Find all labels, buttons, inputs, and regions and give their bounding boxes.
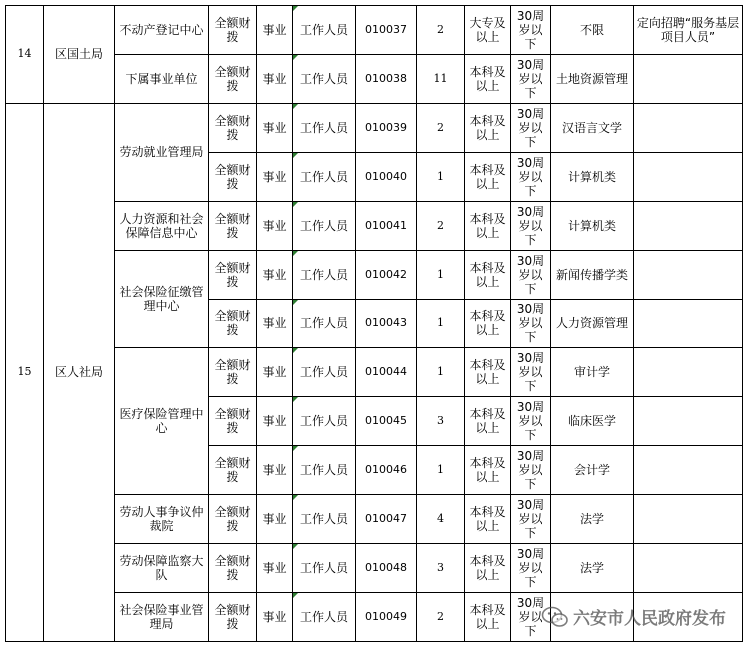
table-row bbox=[6, 250, 743, 299]
funding-cell: 全额财拨 bbox=[209, 299, 257, 348]
note-cell bbox=[634, 593, 743, 642]
category-cell: 工作人员 bbox=[293, 348, 356, 397]
department-cell: 区国土局 bbox=[44, 6, 115, 104]
education-cell: 本科及以上 bbox=[465, 299, 511, 348]
age-cell: 30周岁以下 bbox=[511, 103, 551, 152]
headcount-cell: 2 bbox=[417, 201, 465, 250]
note-cell bbox=[634, 397, 743, 446]
note-cell bbox=[634, 103, 743, 152]
nature-cell: 事业 bbox=[257, 152, 293, 201]
category-cell: 工作人员 bbox=[293, 250, 356, 299]
major-cell: 审计学 bbox=[551, 348, 634, 397]
age-cell: 30周岁以下 bbox=[511, 544, 551, 593]
note-cell bbox=[634, 299, 743, 348]
category-cell: 工作人员 bbox=[293, 397, 356, 446]
headcount-cell: 11 bbox=[417, 54, 465, 103]
table-row bbox=[6, 495, 743, 544]
headcount-cell: 3 bbox=[417, 397, 465, 446]
education-cell: 大专及以上 bbox=[465, 6, 511, 55]
major-cell: 会计学 bbox=[551, 446, 634, 495]
position-code-cell: 010049 bbox=[356, 593, 417, 642]
note-cell bbox=[634, 152, 743, 201]
funding-cell: 全额财拨 bbox=[209, 103, 257, 152]
nature-cell: 事业 bbox=[257, 103, 293, 152]
unit-cell: 下属事业单位 bbox=[115, 54, 209, 103]
nature-cell: 事业 bbox=[257, 544, 293, 593]
position-code-cell: 010043 bbox=[356, 299, 417, 348]
nature-cell: 事业 bbox=[257, 593, 293, 642]
nature-cell: 事业 bbox=[257, 250, 293, 299]
recruitment-table bbox=[5, 5, 743, 642]
funding-cell: 全额财拨 bbox=[209, 544, 257, 593]
headcount-cell: 1 bbox=[417, 299, 465, 348]
funding-cell: 全额财拨 bbox=[209, 201, 257, 250]
age-cell: 30周岁以下 bbox=[511, 250, 551, 299]
age-cell: 30周岁以下 bbox=[511, 348, 551, 397]
position-code-cell: 010047 bbox=[356, 495, 417, 544]
funding-cell: 全额财拨 bbox=[209, 6, 257, 55]
headcount-cell: 1 bbox=[417, 348, 465, 397]
major-cell: 计算机类 bbox=[551, 152, 634, 201]
note-cell bbox=[634, 54, 743, 103]
nature-cell: 事业 bbox=[257, 6, 293, 55]
unit-cell: 劳动人事争议仲裁院 bbox=[115, 495, 209, 544]
age-cell: 30周岁以下 bbox=[511, 446, 551, 495]
unit-cell: 社会保险事业管理局 bbox=[115, 593, 209, 642]
education-cell: 本科及以上 bbox=[465, 250, 511, 299]
funding-cell: 全额财拨 bbox=[209, 495, 257, 544]
education-cell: 本科及以上 bbox=[465, 103, 511, 152]
position-code-cell: 010042 bbox=[356, 250, 417, 299]
note-cell bbox=[634, 495, 743, 544]
category-cell: 工作人员 bbox=[293, 299, 356, 348]
category-cell: 工作人员 bbox=[293, 103, 356, 152]
education-cell: 本科及以上 bbox=[465, 446, 511, 495]
funding-cell: 全额财拨 bbox=[209, 397, 257, 446]
age-cell: 30周岁以下 bbox=[511, 152, 551, 201]
headcount-cell: 3 bbox=[417, 544, 465, 593]
unit-cell: 劳动保障监察大队 bbox=[115, 544, 209, 593]
education-cell: 本科及以上 bbox=[465, 152, 511, 201]
category-cell: 工作人员 bbox=[293, 6, 356, 55]
nature-cell: 事业 bbox=[257, 201, 293, 250]
table-row bbox=[6, 6, 743, 55]
funding-cell: 全额财拨 bbox=[209, 593, 257, 642]
funding-cell: 全额财拨 bbox=[209, 446, 257, 495]
table-row bbox=[6, 544, 743, 593]
funding-cell: 全额财拨 bbox=[209, 250, 257, 299]
note-cell bbox=[634, 544, 743, 593]
headcount-cell: 2 bbox=[417, 103, 465, 152]
major-cell: 汉语言文学 bbox=[551, 103, 634, 152]
headcount-cell: 1 bbox=[417, 250, 465, 299]
headcount-cell: 1 bbox=[417, 446, 465, 495]
major-cell: 临床医学 bbox=[551, 397, 634, 446]
unit-cell: 医疗保险管理中心 bbox=[115, 348, 209, 495]
nature-cell: 事业 bbox=[257, 299, 293, 348]
position-code-cell: 010039 bbox=[356, 103, 417, 152]
table-row bbox=[6, 54, 743, 103]
funding-cell: 全额财拨 bbox=[209, 348, 257, 397]
major-cell: 法学 bbox=[551, 495, 634, 544]
education-cell: 本科及以上 bbox=[465, 544, 511, 593]
education-cell: 本科及以上 bbox=[465, 54, 511, 103]
position-code-cell: 010041 bbox=[356, 201, 417, 250]
group-number: 14 bbox=[6, 6, 44, 104]
table-row bbox=[6, 103, 743, 152]
position-code-cell: 010040 bbox=[356, 152, 417, 201]
category-cell: 工作人员 bbox=[293, 495, 356, 544]
major-cell: 法学 bbox=[551, 544, 634, 593]
education-cell: 本科及以上 bbox=[465, 201, 511, 250]
headcount-cell: 4 bbox=[417, 495, 465, 544]
position-code-cell: 010048 bbox=[356, 544, 417, 593]
category-cell: 工作人员 bbox=[293, 593, 356, 642]
nature-cell: 事业 bbox=[257, 495, 293, 544]
note-cell: 定向招聘“服务基层项目人员” bbox=[634, 6, 743, 55]
category-cell: 工作人员 bbox=[293, 544, 356, 593]
unit-cell: 人力资源和社会保障信息中心 bbox=[115, 201, 209, 250]
funding-cell: 全额财拨 bbox=[209, 54, 257, 103]
age-cell: 30周岁以下 bbox=[511, 495, 551, 544]
note-cell bbox=[634, 348, 743, 397]
note-cell bbox=[634, 250, 743, 299]
age-cell: 30周岁以下 bbox=[511, 299, 551, 348]
position-code-cell: 010037 bbox=[356, 6, 417, 55]
headcount-cell: 1 bbox=[417, 152, 465, 201]
major-cell: 人力资源管理 bbox=[551, 299, 634, 348]
note-cell bbox=[634, 201, 743, 250]
age-cell: 30周岁以下 bbox=[511, 593, 551, 642]
age-cell: 30周岁以下 bbox=[511, 6, 551, 55]
position-code-cell: 010044 bbox=[356, 348, 417, 397]
department-cell: 区人社局 bbox=[44, 103, 115, 641]
age-cell: 30周岁以下 bbox=[511, 397, 551, 446]
watermark-text: 六安市人民政府发布 bbox=[573, 609, 726, 629]
position-code-cell: 010045 bbox=[356, 397, 417, 446]
nature-cell: 事业 bbox=[257, 397, 293, 446]
category-cell: 工作人员 bbox=[293, 201, 356, 250]
major-cell: 土地资源管理 bbox=[551, 54, 634, 103]
major-cell: 新闻传播学类 bbox=[551, 250, 634, 299]
headcount-cell: 2 bbox=[417, 593, 465, 642]
unit-cell: 不动产登记中心 bbox=[115, 6, 209, 55]
funding-cell: 全额财拨 bbox=[209, 152, 257, 201]
age-cell: 30周岁以下 bbox=[511, 54, 551, 103]
education-cell: 本科及以上 bbox=[465, 397, 511, 446]
nature-cell: 事业 bbox=[257, 348, 293, 397]
category-cell: 工作人员 bbox=[293, 152, 356, 201]
major-cell bbox=[551, 593, 634, 642]
nature-cell: 事业 bbox=[257, 446, 293, 495]
position-code-cell: 010046 bbox=[356, 446, 417, 495]
note-cell bbox=[634, 446, 743, 495]
education-cell: 本科及以上 bbox=[465, 495, 511, 544]
major-cell: 计算机类 bbox=[551, 201, 634, 250]
headcount-cell: 2 bbox=[417, 6, 465, 55]
table-row bbox=[6, 593, 743, 642]
education-cell: 本科及以上 bbox=[465, 348, 511, 397]
age-cell: 30周岁以下 bbox=[511, 201, 551, 250]
category-cell: 工作人员 bbox=[293, 54, 356, 103]
category-cell: 工作人员 bbox=[293, 446, 356, 495]
table-row bbox=[6, 348, 743, 397]
nature-cell: 事业 bbox=[257, 54, 293, 103]
group-number: 15 bbox=[6, 103, 44, 641]
table-row bbox=[6, 201, 743, 250]
unit-cell: 劳动就业管理局 bbox=[115, 103, 209, 201]
major-cell: 不限 bbox=[551, 6, 634, 55]
unit-cell: 社会保险征缴管理中心 bbox=[115, 250, 209, 348]
position-code-cell: 010038 bbox=[356, 54, 417, 103]
education-cell: 本科及以上 bbox=[465, 593, 511, 642]
